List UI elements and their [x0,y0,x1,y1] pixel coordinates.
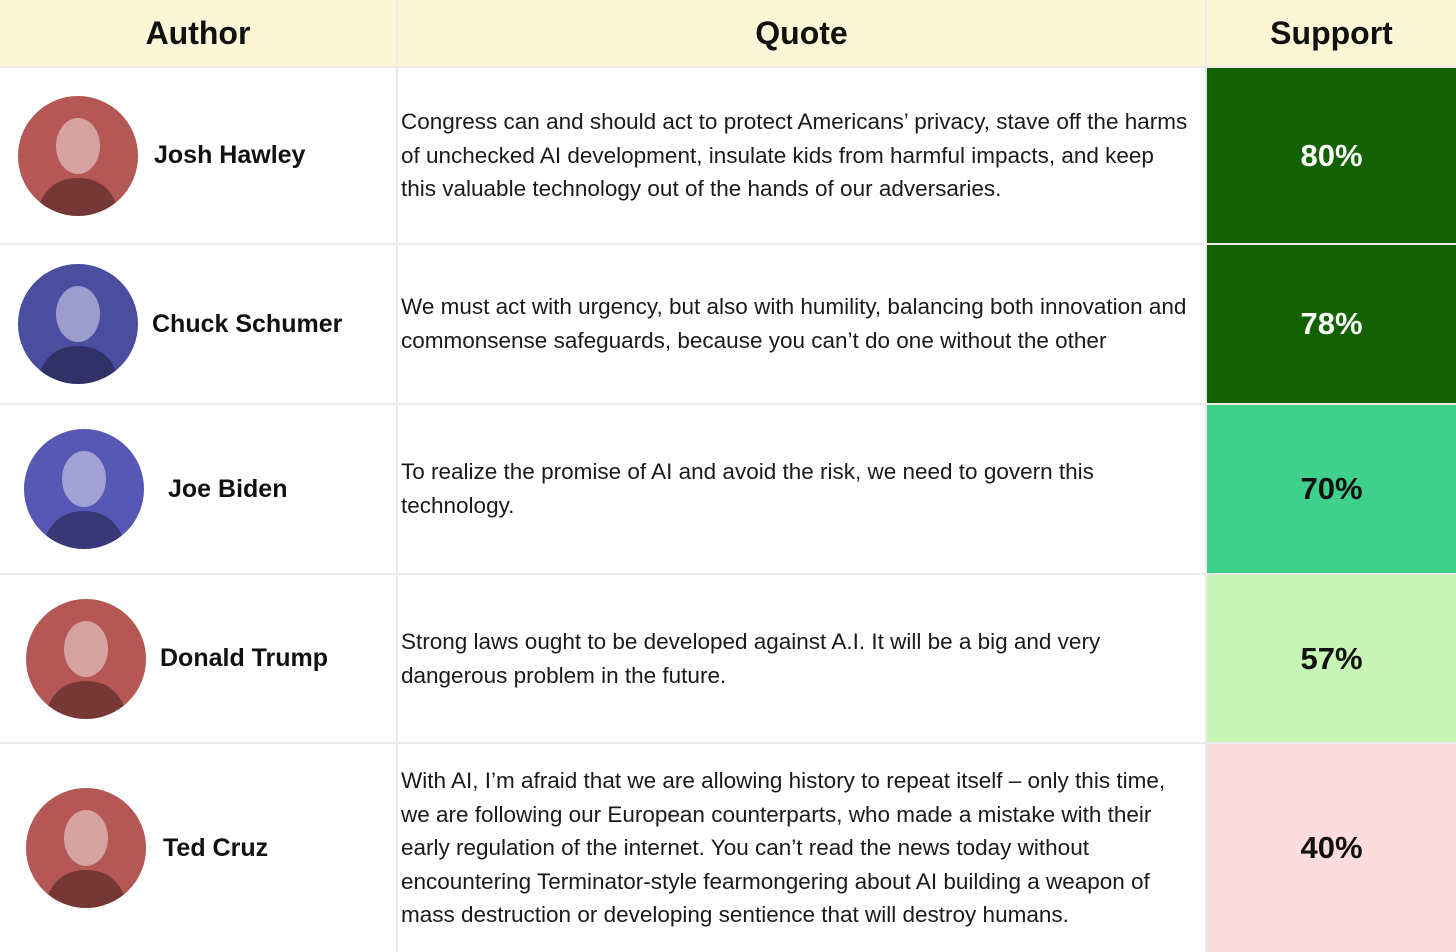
table-row-author [0,575,396,742]
author-name: Chuck Schumer [152,309,343,338]
header-support: Support [1207,0,1456,66]
support-value: 80% [1207,68,1456,243]
portrait-photo-icon [18,96,138,216]
portrait-photo-icon [26,788,146,908]
author-name: Donald Trump [160,644,329,672]
header-author: Author [0,0,396,66]
table-row-author [0,245,396,403]
quote-text: Congress can and should act to protect Americans’ privacy, stave off the harms of unchecked AI development, insulate kids from harmful impacts, and keep this valuable technology out of the hands of our adversaries. [401,109,1188,202]
table-row-quote [398,245,1205,403]
table-row-quote [398,68,1205,243]
support-value: 40% [1207,744,1456,952]
avatar [26,788,146,908]
quote-text: With AI, I’m afraid that we are allowing history to repeat itself – only this time, we are following our European counterparts, who made a mistake with their early regulation of the internet. You can’t read the news today without encountering Terminator-style fearmongering about AI building a weapon of mass destruction or developing sentience that will destroy humans. [401,768,1166,928]
support-value: 78% [1207,245,1456,403]
table-row-author [0,744,396,952]
table-row-author [0,405,396,573]
author-name: Joe Biden [168,474,288,503]
portrait-photo-icon [26,599,146,719]
quote-text: Strong laws ought to be developed against A.I. It will be a big and very dangerous problem in the future. [401,628,1101,688]
avatar [18,264,138,384]
author-name: Ted Cruz [163,833,269,862]
avatar [18,96,138,216]
table-row-author [0,68,396,243]
quote-text: To realize the promise of AI and avoid the risk, we need to govern this technology. [401,459,1094,518]
portrait-photo-icon [24,429,144,549]
header-quote: Quote [398,0,1205,66]
author-name: Josh Hawley [154,141,306,169]
quote-text: We must act with urgency, but also with humility, balancing both innovation and commonsense safeguards, because you can’t do one without the other [401,294,1187,353]
avatar [26,599,146,719]
support-value: 57% [1207,575,1456,742]
table-row-quote [398,575,1205,742]
table-row-quote [398,405,1205,573]
avatar [24,429,144,549]
support-value: 70% [1207,405,1456,573]
table-row-quote [398,744,1205,952]
portrait-photo-icon [18,264,138,384]
